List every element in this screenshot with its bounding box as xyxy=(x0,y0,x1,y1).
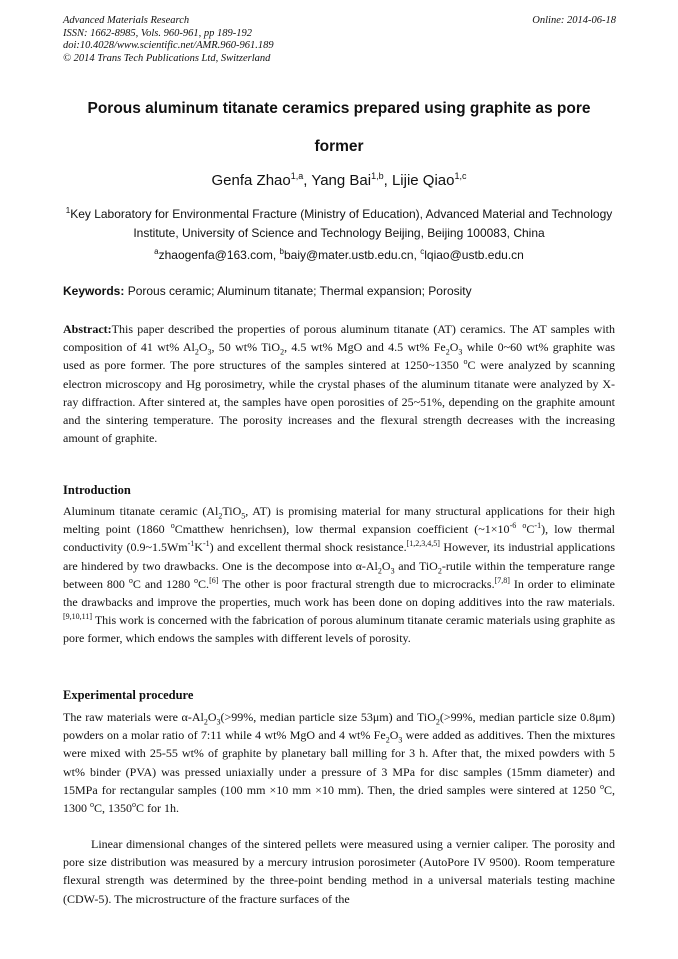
journal-header xyxy=(63,15,274,65)
body-text: C xyxy=(526,522,535,537)
abstract-text: while 0~60 wt% graphite was used as pore former. The pore structures of the samples sintered at 1250~1350 xyxy=(63,340,615,373)
author-name: Genfa Zhao xyxy=(211,172,291,189)
body-text: (>99%, median particle size 53μm) and TiO xyxy=(220,710,436,724)
author-affil-mark: 1,c xyxy=(454,171,467,181)
email-address[interactable]: baiy@mater.ustb.edu.cn xyxy=(283,248,414,262)
abstract-text: This paper described the properties of porous aluminum titanate (AT) ceramics. The AT samples with composition of 41 wt% Al xyxy=(63,322,615,355)
email-list: $^a$zhaogenfa@163.com, $^b$baiy@mater.ustb.edu.cn, $^c$lqiao@ustb.edu.cn xyxy=(154,247,524,262)
citation[interactable]: [6] xyxy=(209,575,219,585)
section-heading-experimental: Experimental procedure xyxy=(63,688,194,702)
author-name: Lijie Qiao xyxy=(391,172,455,189)
email-mark: b xyxy=(279,247,284,256)
subscript: 2 xyxy=(377,566,382,575)
superscript: -1 xyxy=(202,539,210,549)
paper-title: Porous aluminum titanate ceramics prepared using graphite as pore former xyxy=(87,100,591,155)
superscript: o xyxy=(522,521,527,531)
body-text: Cmatthew henrichsen), low thermal expansion coefficient (~1×10 xyxy=(174,522,510,537)
body-text: -rutile within the temperature range between 800 xyxy=(63,558,615,591)
abstract-text: , 4.5 wt% MgO and 4.5 wt% Fe xyxy=(284,340,446,355)
section-heading-introduction: Introduction xyxy=(63,483,131,497)
copyright-line: © 2014 Trans Tech Publications Ltd, Switzerland xyxy=(63,52,271,64)
superscript: -1 xyxy=(534,521,542,531)
abstract-paragraph xyxy=(63,320,615,447)
abstract-label: Abstract: xyxy=(63,322,112,336)
subscript: 3 xyxy=(390,566,395,575)
introduction-paragraph xyxy=(63,502,615,648)
body-text: Aluminum titanate ceramic (Al xyxy=(63,504,219,518)
issn-line: ISSN: 1662-8985, Vols. 960-961, pp 189-192 xyxy=(63,27,252,39)
body-text: C for 1h. xyxy=(136,801,180,816)
experimental-paragraph-1 xyxy=(63,708,615,817)
abstract-text: O xyxy=(449,340,459,355)
subscript: 2 xyxy=(437,566,442,575)
superscript: o xyxy=(194,575,199,585)
body-text: (>99%, median particle size 0.8μm) powders on a molar ratio of 7:11 while 4 wt% MgO and 4 wt% Fe xyxy=(63,710,615,743)
keywords-label: Keywords: xyxy=(63,284,125,298)
body-text: O xyxy=(381,558,391,573)
author-affil-mark: 1,b xyxy=(371,171,384,181)
body-text: C and 1280 xyxy=(132,576,195,591)
superscript: -6 xyxy=(509,521,517,531)
online-date: Online: 2014-06-18 xyxy=(532,15,616,26)
superscript: -1 xyxy=(187,539,195,549)
subscript: 3 xyxy=(216,717,221,727)
body-text: O xyxy=(207,710,217,724)
email-mark: a xyxy=(154,247,159,256)
body-text: , AT) is promising material for many structural applications for their high melting point (1860 xyxy=(63,504,615,537)
author-name: Yang Bai xyxy=(311,172,372,189)
citation[interactable]: [7,8] xyxy=(494,575,510,585)
superscript: o xyxy=(128,575,133,585)
subscript: 2 xyxy=(218,511,223,521)
subscript: 2 xyxy=(385,735,390,745)
abstract-text: C were analyzed by scanning electron microscopy and Hg porosimetry, while the crystal phases of the aluminum titanate were analyzed by X-ray diffraction. After sintered at, the samples have open porosities of 25~51%, depending on the graphite amount and the sintering temperature. The porosity increases and the flexural strength decreases with the increasing amount of graphite. xyxy=(63,358,616,446)
body-text: ) and excellent thermal shock resistance. xyxy=(209,540,407,555)
body-text: K xyxy=(194,540,203,555)
affiliation xyxy=(63,201,615,243)
body-text: In order to eliminate the drawbacks and improve the properties, much work has been done on doping additives into the raw materials. xyxy=(63,576,615,610)
author-affil-mark: 1,a xyxy=(290,171,304,181)
citation[interactable]: [1,2,3,4,5] xyxy=(406,539,440,549)
citation[interactable]: [9,10,11] xyxy=(63,612,93,622)
body-text: This work is concerned with the fabrication of porous aluminum titanate ceramic materials using graphite as pore former, which endows the samples with different levels of porosity. xyxy=(63,613,615,646)
email-address[interactable]: zhaogenfa@163.com xyxy=(158,248,273,262)
subscript: 2 xyxy=(435,717,440,727)
experimental-paragraph-2: Linear dimensional changes of the sintered pellets were measured using a vernier caliper. The porosity and pore size distribution was measured by a mercury intrusion porosimeter (AutoPore IV 9500). Room temperature flexural strength was determined by the three-point bending method in a universal materials testing machine (CDW-5). The microstructure of the fracture surfaces of the xyxy=(63,837,615,906)
keywords-text: Porous ceramic; Aluminum titanate; Thermal expansion; Porosity xyxy=(127,284,472,298)
body-text: ), low thermal conductivity (0.9~1.5Wm xyxy=(63,522,616,555)
subscript: 2 xyxy=(194,347,199,357)
email-mark: c xyxy=(420,247,425,256)
superscript: o xyxy=(132,800,137,810)
body-text: and TiO xyxy=(394,558,438,573)
body-text: C. xyxy=(198,576,210,591)
body-text: O xyxy=(389,728,399,743)
subscript: 3 xyxy=(458,347,463,357)
subscript: 5 xyxy=(241,511,246,521)
superscript: o xyxy=(463,357,468,367)
body-text: However, its industrial applications are hindered by two drawbacks. One is the decompose into α-Al xyxy=(63,540,615,573)
abstract-text: , 50 wt% TiO xyxy=(211,340,281,355)
body-text: C, 1300 xyxy=(63,782,615,816)
body-text: The other is poor fractural strength due to microcracks. xyxy=(218,576,495,591)
superscript: o xyxy=(599,781,604,791)
body-text: C, 1350 xyxy=(94,801,133,816)
affiliation-text: Key Laboratory for Environmental Fracture (Ministry of Education), Advanced Material and Technology Institute, University of Science and Technology Beijing, Beijing 100083, China xyxy=(70,207,613,240)
subscript: 3 xyxy=(398,735,403,745)
keywords xyxy=(63,283,615,300)
doi-line: doi:10.4028/www.scientific.net/AMR.960-961.189 xyxy=(63,40,274,51)
email-address[interactable]: lqiao@ustb.edu.cn xyxy=(424,248,524,262)
affiliation-mark: 1 xyxy=(65,206,71,215)
journal-name: Advanced Materials Research xyxy=(63,15,190,26)
subscript: 2 xyxy=(445,347,450,357)
subscript: 2 xyxy=(280,347,285,357)
subscript: 3 xyxy=(207,347,212,357)
body-text: The raw materials were α-Al xyxy=(63,710,204,724)
author-list: Genfa Zhao$^{1,a}$, Yang Bai$^{1,b}$, Lijie Qiao$^{1,c}$ xyxy=(211,171,467,189)
abstract-text: O xyxy=(198,340,208,355)
body-text: TiO xyxy=(222,504,242,518)
superscript: o xyxy=(90,800,94,810)
superscript: o xyxy=(170,521,175,531)
body-text: were added as additives. Then the mixtures were mixed with 25-55 wt% of graphite by planetary ball milling for 3 h. After that, the mixed powders with 5 wt% binder (PVA) was pressed uniaxially under a pressure of 3 MPa for disc samples (15mm diameter) and 15MPa for rectangular samples (100 mm ×10 mm ×10 mm). Then, the dried samples were sintered at 1250 xyxy=(63,728,615,797)
subscript: 2 xyxy=(203,717,208,727)
